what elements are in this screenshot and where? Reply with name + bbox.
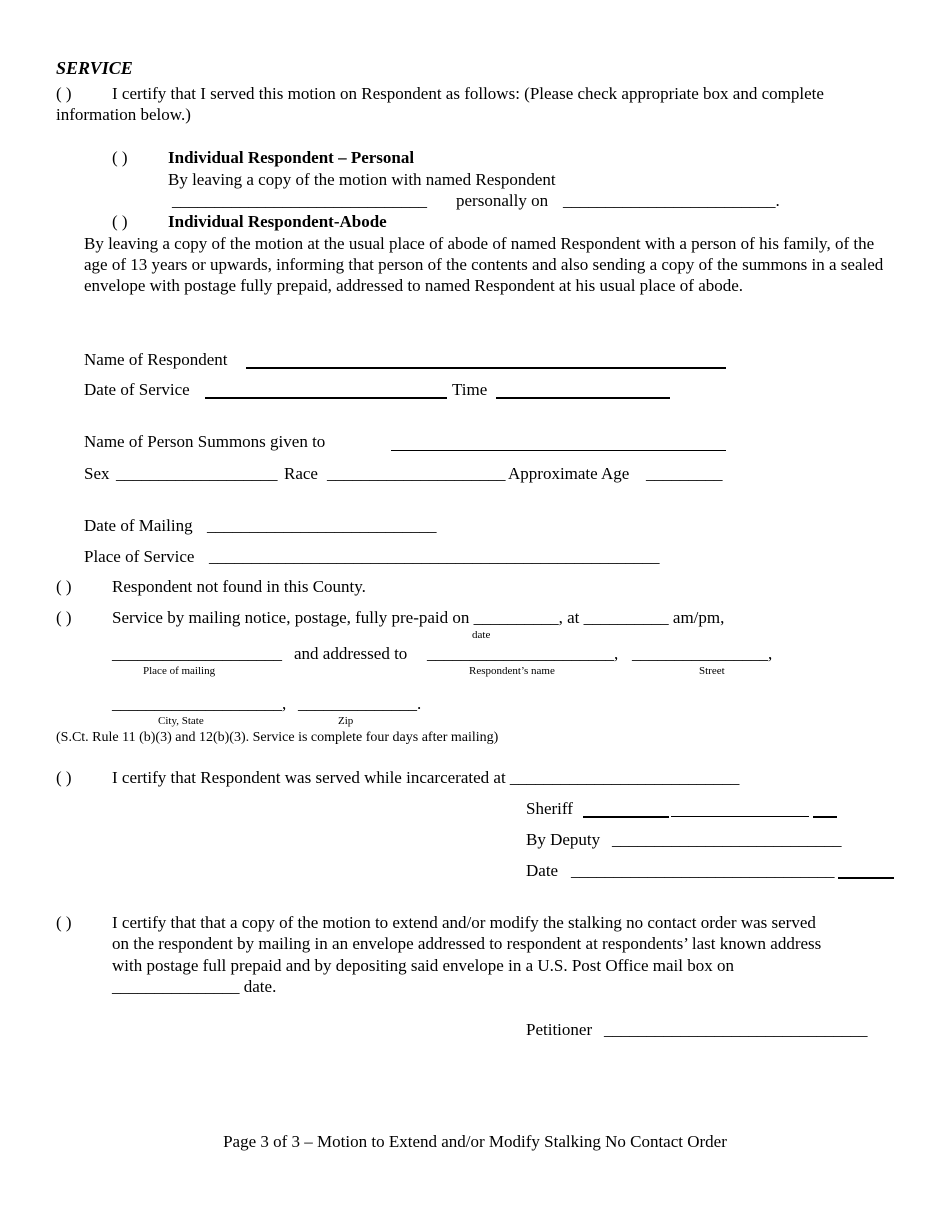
caption-street: Street xyxy=(699,665,725,677)
mailing-name-blank[interactable]: ______________________, xyxy=(427,644,619,663)
certify-mail-line1: I certify that that a copy of the motion to extend and/or modify the stalking no contact order was served xyxy=(112,913,816,932)
personal-on-label: personally on xyxy=(456,191,549,210)
name-of-respondent-line[interactable] xyxy=(246,367,726,369)
abode-title: Individual Respondent-Abode xyxy=(168,212,387,231)
place-of-service-blank[interactable]: _____________________________________________________ xyxy=(209,547,660,566)
race-label: Race xyxy=(284,464,318,483)
intro-text-cont: information below.) xyxy=(56,105,191,124)
name-of-person-line[interactable] xyxy=(391,450,726,451)
abode-checkbox[interactable]: ( ) xyxy=(112,212,128,231)
personal-line1: By leaving a copy of the motion with named Respondent xyxy=(168,170,556,189)
caption-place-of-mailing: Place of mailing xyxy=(143,665,216,677)
mailing-street-blank[interactable]: ________________, xyxy=(632,644,773,663)
personal-name-blank[interactable]: ______________________________ xyxy=(172,191,427,210)
race-blank[interactable]: _____________________ xyxy=(327,464,506,483)
date-of-service-line[interactable] xyxy=(205,397,447,399)
not-found-text: Respondent not found in this County. xyxy=(112,577,366,596)
certify-mail-checkbox[interactable]: ( ) xyxy=(56,913,72,932)
certify-mail-line4[interactable]: _______________ date. xyxy=(112,977,277,996)
deputy-date-line-extra[interactable] xyxy=(838,877,894,879)
sex-blank[interactable]: ___________________ xyxy=(116,464,278,483)
petitioner-blank[interactable]: _______________________________ xyxy=(604,1020,868,1039)
mailing-zip-blank[interactable]: ______________. xyxy=(298,694,422,713)
sex-label: Sex xyxy=(84,464,110,483)
petitioner-label: Petitioner xyxy=(526,1020,593,1039)
personal-checkbox[interactable]: ( ) xyxy=(112,148,128,167)
deputy-date-label: Date xyxy=(526,861,559,880)
incarcerated-text: I certify that Respondent was served while incarcerated at ___________________________ xyxy=(112,768,740,787)
caption-respondent-name: Respondent’s name xyxy=(469,665,555,677)
sheriff-line-b[interactable] xyxy=(671,816,809,817)
intro-checkbox[interactable]: ( ) xyxy=(56,84,72,103)
mailing-line1: Service by mailing notice, postage, fully pre-paid on __________, at __________ am/pm, xyxy=(112,608,725,627)
caption-city-state: City, State xyxy=(158,715,204,727)
caption-zip: Zip xyxy=(338,715,354,727)
mailing-date-caption: date xyxy=(472,629,491,641)
incarcerated-checkbox[interactable]: ( ) xyxy=(56,768,72,787)
personal-title: Individual Respondent – Personal xyxy=(168,148,415,167)
time-label: Time xyxy=(452,380,488,399)
sheriff-line-c[interactable] xyxy=(813,816,837,818)
certify-mail-line2: on the respondent by mailing in an envelope addressed to respondent at respondents’ last known address xyxy=(112,934,822,953)
mailing-city-blank[interactable]: ____________________, xyxy=(112,694,287,713)
date-of-service-label: Date of Service xyxy=(84,380,190,399)
approx-age-label: Approximate Age xyxy=(508,464,630,483)
and-addressed-label: and addressed to xyxy=(294,644,408,663)
place-of-service-label: Place of Service xyxy=(84,547,195,566)
by-deputy-blank[interactable]: ___________________________ xyxy=(612,830,842,849)
certify-mail-line3: with postage full prepaid and by depositing said envelope in a U.S. Post Office mail box on xyxy=(112,956,734,975)
abode-paragraph: By leaving a copy of the motion at the usual place of abode of named Respondent with a person of his family, of the age of 13 years or upwards, informing that person of the contents and also sending a copy of the summons in a sealed envelope with postage fully prepaid, addressed to named Respondent at his usual place of abode. xyxy=(84,234,884,295)
sheriff-label: Sheriff xyxy=(526,799,573,818)
approx-age-blank[interactable]: _________ xyxy=(646,464,723,483)
not-found-checkbox[interactable]: ( ) xyxy=(56,577,72,596)
name-of-person-label: Name of Person Summons given to xyxy=(84,432,326,451)
date-of-mailing-label: Date of Mailing xyxy=(84,516,193,535)
section-title: SERVICE xyxy=(56,58,133,78)
name-of-respondent-label: Name of Respondent xyxy=(84,350,228,369)
page-footer: Page 3 of 3 – Motion to Extend and/or Modify Stalking No Contact Order xyxy=(223,1132,727,1151)
by-deputy-label: By Deputy xyxy=(526,830,601,849)
mailing-place-blank[interactable]: ____________________ xyxy=(112,644,282,663)
rule-citation: (S.Ct. Rule 11 (b)(3) and 12(b)(3). Service is complete four days after mailing) xyxy=(56,730,499,745)
sheriff-line-a[interactable] xyxy=(583,816,669,818)
mailing-checkbox[interactable]: ( ) xyxy=(56,608,72,627)
intro-text: I certify that I served this motion on Respondent as follows: (Please check appropriate box and complete xyxy=(112,84,824,103)
time-line[interactable] xyxy=(496,397,670,399)
date-of-mailing-blank[interactable]: ___________________________ xyxy=(207,516,437,535)
deputy-date-blank[interactable]: _______________________________ xyxy=(571,861,835,880)
personal-date-blank[interactable]: _________________________. xyxy=(563,191,780,210)
